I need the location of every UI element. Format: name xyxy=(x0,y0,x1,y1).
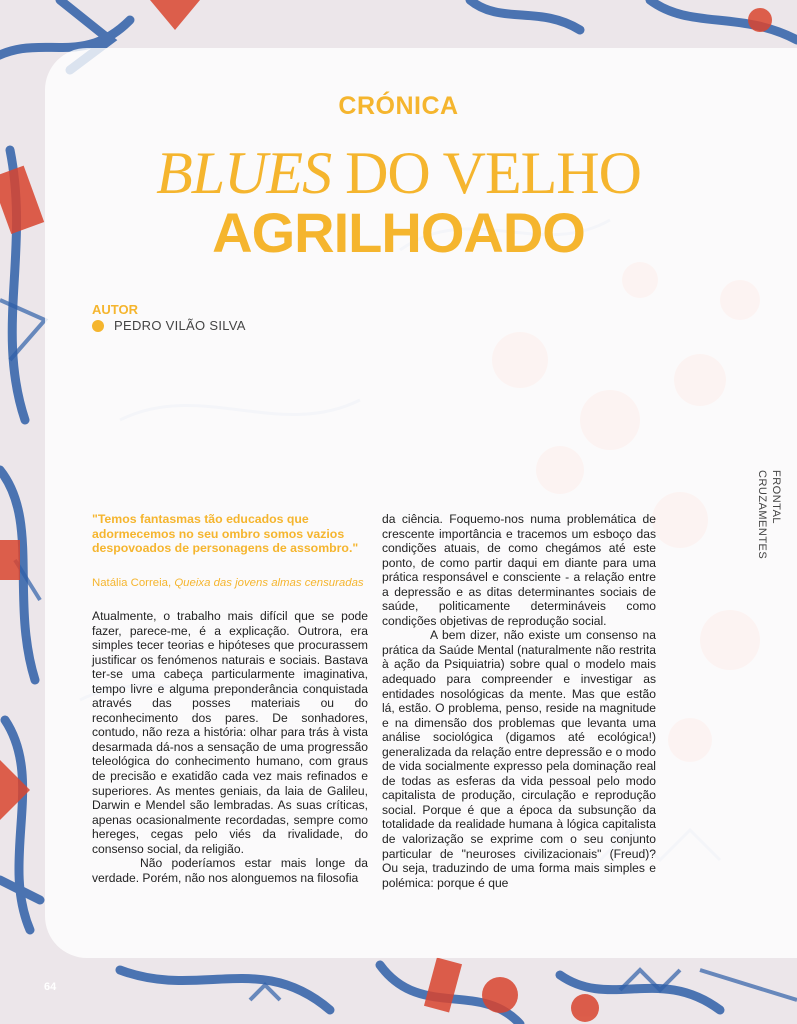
paragraph: Atualmente, o trabalho mais difícil que se pode fazer, parece-me, é a explicação. Outrora, era simples tecer teorias e hipóteses que procurassem justificar os fenómenos naturais e sociais. Bastava ter-se uma cabeça particularmente imaginativa, tempo livre e alguma preponderância conquistada através das posses materiais ou do reconhecimento dos pares. De sonhadores, contudo, não reza a história: olhar para trás à vista desarmada dá-nos a sensação de uma progressão teleológica do conhecimento humano, com graus de precisão e exatidão cada vez mais refinados e superiores. As mentes geniais, da laia de Galileu, Darwin e Mendel são lembradas. As suas críticas, apenas ocasionalmente recordadas, sempre como hereges, cegas pelo viés da rivalidade, do consenso social, da religião. xyxy=(92,609,368,856)
bullet-dot-icon xyxy=(92,320,104,332)
paragraph: Não poderíamos estar mais longe da verdade. Porém, não nos alonguemos na filosofia xyxy=(92,856,368,885)
page-number: 64 xyxy=(44,981,57,993)
section-label: CRÓNICA xyxy=(338,92,459,120)
paragraph: A bem dizer, não existe um consenso na prática da Saúde Mental (naturalmente não restrita à ação da Psiquiatria) sobre qual o modelo mais adequado para compreender e investigar as entidades nosológicas da mente. Mas que estão lá, estão. O problema, penso, reside na magnitude e na dimensão dos problemas que levanta uma análise sociológica (digamos até ecológica!) generalizada da relação entre depressão e o modo de vida socialmente expresso pela dominação real de todas as esferas da vida pessoal pelo modo capitalista de produção, circulação e reprodução social. Porque é que a época da subsunção da totalidade da realidade humana à lógica capitalista de valorização se exprime com o seu conjunto particular de "neuroses civilizacionais" (Freud)? Ou seja, traduzindo de uma forma mais simples e polémica: porque é que xyxy=(382,628,656,890)
side-label-line1: FRONTAL xyxy=(770,470,782,525)
article-title-line2: AGRILHOADO xyxy=(212,201,585,264)
body-column-left xyxy=(92,609,368,885)
article-title-line1 xyxy=(0,140,797,206)
title-italic-word: BLUES xyxy=(156,140,332,206)
paragraph: da ciência. Foquemo-nos numa problemática de crescente importância e tracemos um esboço das condições atuais, de como chegámos até este ponto, de como partir daqui em diante para uma prática responsável e consciente - a relação entre a depressão e as ditas determinantes sociais de saúde, politicamente determináveis como condições objetivas de reprodução social. xyxy=(382,512,656,628)
side-section-label xyxy=(723,470,783,570)
epigraph-author: Natália Correia, xyxy=(92,577,175,589)
author-name: PEDRO VILÃO SILVA xyxy=(114,318,246,333)
title-rest: DO VELHO xyxy=(331,140,641,206)
epigraph-quote: "Temos fantasmas tão educados que adormecemos no seu ombro somos vazios despovoados de personagens de assombro." xyxy=(92,512,359,555)
body-column-right xyxy=(382,512,656,890)
epigraph-source xyxy=(92,576,392,590)
author-label: AUTOR xyxy=(92,302,138,317)
epigraph-work: Queixa das jovens almas censuradas xyxy=(174,577,364,589)
side-label-line2: CRUZAMENTES xyxy=(756,470,768,560)
